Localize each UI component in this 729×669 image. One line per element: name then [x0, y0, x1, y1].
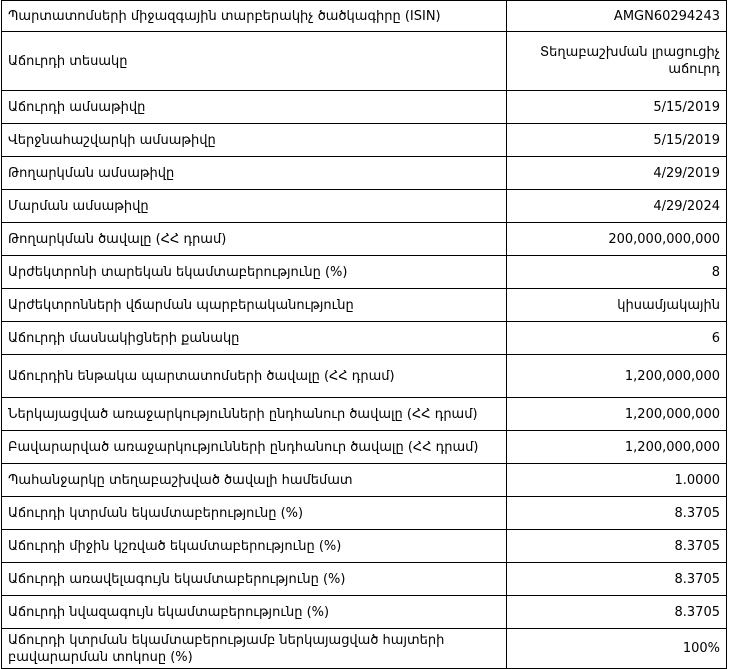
row-value: 1,200,000,000 [507, 355, 727, 398]
table-row [2, 1, 727, 32]
row-label: Աճուրդի մասնակիցների քանակը [2, 322, 507, 355]
row-label: Վերջնահաշվարկի ամսաթիվը [2, 124, 507, 157]
table-row [2, 464, 727, 497]
row-label: Ներկայացված առաջարկությունների ընդհանուր ծավալը (ՀՀ դրամ) [2, 398, 507, 431]
table-row [2, 596, 727, 629]
table-row [2, 124, 727, 157]
row-label: Արժեկտրոնների վճարման պարբերականությունը [2, 289, 507, 322]
row-label: Թողարկման ծավալը (ՀՀ դրամ) [2, 223, 507, 256]
row-value: 8.3705 [507, 563, 727, 596]
table-row [2, 157, 727, 190]
row-value: 5/15/2019 [507, 91, 727, 124]
row-value: 5/15/2019 [507, 124, 727, 157]
row-value: 6 [507, 322, 727, 355]
table-row [2, 398, 727, 431]
row-label: Պարտատոմսերի միջազգային տարբերակիչ ծածկագիրը (ISIN) [2, 1, 507, 32]
table-row [2, 190, 727, 223]
row-label: Աճուրդի առավելագույն եկամտաբերությունը (%) [2, 563, 507, 596]
table-row [2, 431, 727, 464]
row-label: Աճուրդին ենթակա պարտատոմսերի ծավալը (ՀՀ դրամ) [2, 355, 507, 398]
row-value: կիսամյակային [507, 289, 727, 322]
auction-results-body [2, 1, 727, 669]
table-row [2, 355, 727, 398]
row-label: Պահանջարկը տեղաբաշխված ծավալի համեմատ [2, 464, 507, 497]
table-row [2, 530, 727, 563]
table-row [2, 322, 727, 355]
row-label: Աճուրդի կտրման եկամտաբերությամբ ներկայացված հայտերի բավարարման տոկոսը (%) [2, 629, 507, 669]
table-row [2, 289, 727, 322]
auction-results-table [1, 0, 727, 669]
table-row [2, 32, 727, 91]
table-row [2, 256, 727, 289]
row-value: 8.3705 [507, 530, 727, 563]
row-label: Աճուրդի տեսակը [2, 32, 507, 91]
row-value: 1,200,000,000 [507, 398, 727, 431]
row-value: 4/29/2024 [507, 190, 727, 223]
row-value: 1.0000 [507, 464, 727, 497]
table-row [2, 91, 727, 124]
row-value: Տեղաբաշխման լրացուցիչ աճուրդ [507, 32, 727, 91]
row-label: Աճուրդի միջին կշռված եկամտաբերությունը (%) [2, 530, 507, 563]
row-label: Աճուրդի նվազագույն եկամտաբերությունը (%) [2, 596, 507, 629]
row-value: 100% [507, 629, 727, 669]
row-label: Բավարարված առաջարկությունների ընդհանուր ծավալը (ՀՀ դրամ) [2, 431, 507, 464]
row-value: 1,200,000,000 [507, 431, 727, 464]
row-value: 8.3705 [507, 596, 727, 629]
row-label: Աճուրդի ամսաթիվը [2, 91, 507, 124]
table-row [2, 223, 727, 256]
row-label: Թողարկման ամսաթիվը [2, 157, 507, 190]
table-row [2, 629, 727, 669]
row-value: 8 [507, 256, 727, 289]
row-value: AMGN60294243 [507, 1, 727, 32]
row-value: 4/29/2019 [507, 157, 727, 190]
row-label: Աճուրդի կտրման եկամտաբերությունը (%) [2, 497, 507, 530]
row-label: Մարման ամսաթիվը [2, 190, 507, 223]
row-label: Արժեկտրոնի տարեկան եկամտաբերությունը (%) [2, 256, 507, 289]
row-value: 200,000,000,000 [507, 223, 727, 256]
table-row [2, 563, 727, 596]
row-value: 8.3705 [507, 497, 727, 530]
table-row [2, 497, 727, 530]
